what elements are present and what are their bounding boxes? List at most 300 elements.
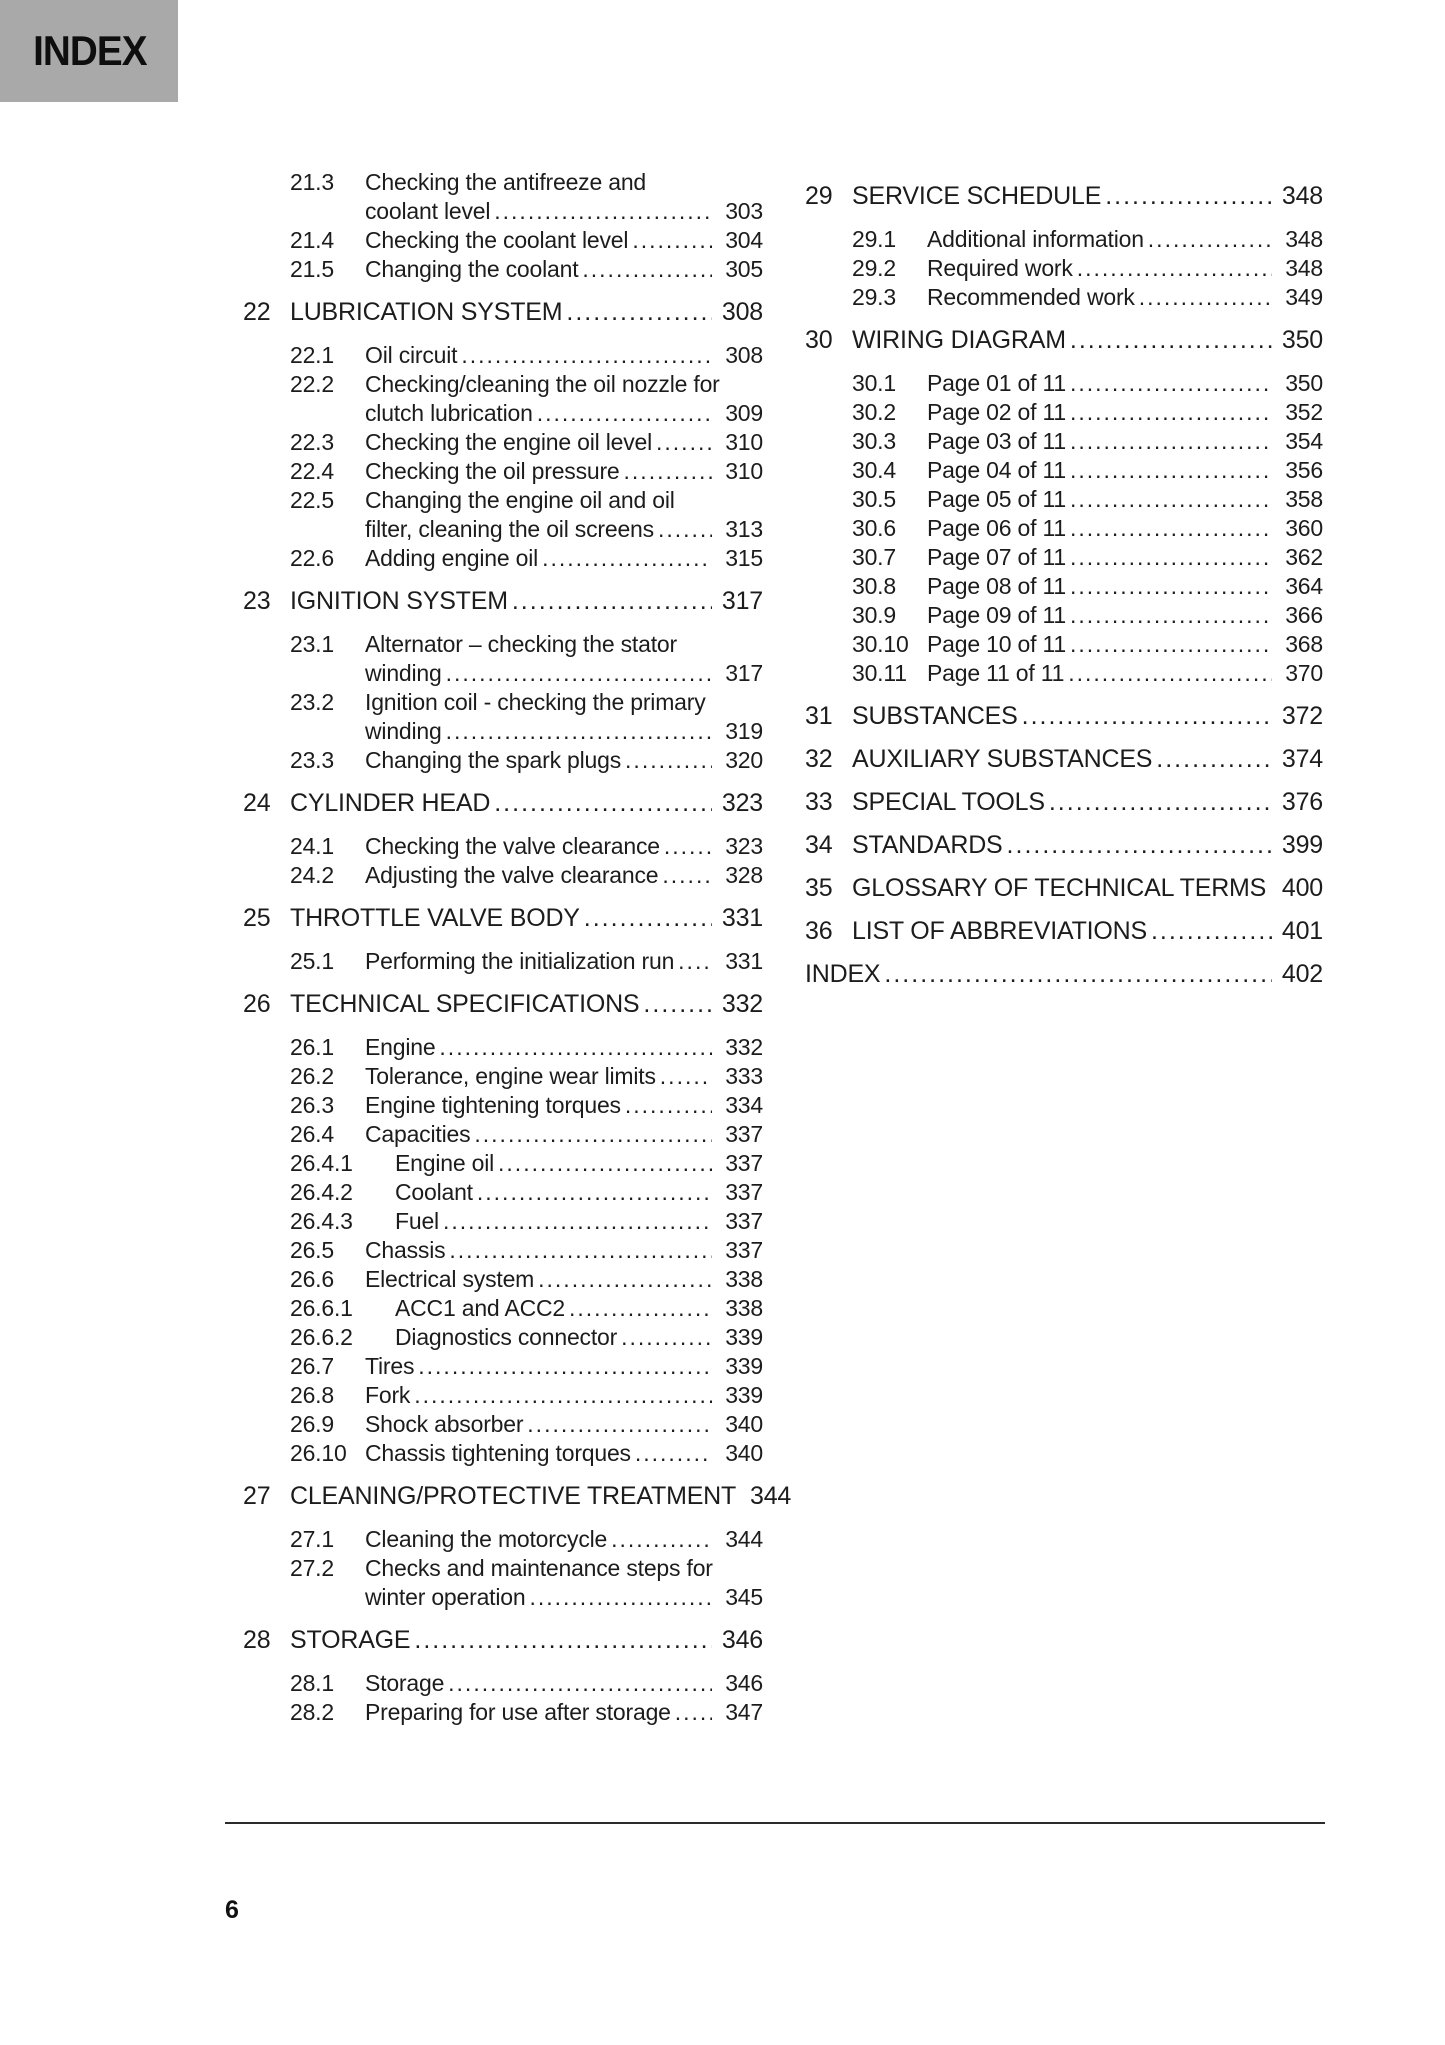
dot-leader <box>477 1178 712 1207</box>
toc-entry-number: 26.4 <box>290 1121 334 1147</box>
toc-entry-page: 354 <box>1285 428 1323 454</box>
toc-entry-title: Changing the spark plugs <box>365 747 622 773</box>
page-number: 6 <box>225 1896 239 1924</box>
toc-entry-title: CYLINDER HEAD <box>290 789 491 817</box>
toc-entry-page: 320 <box>725 747 763 773</box>
toc-entry <box>243 1583 763 1612</box>
toc-entry-page: 340 <box>725 1411 763 1437</box>
toc-entry-number: 28.1 <box>290 1670 334 1696</box>
toc-entry-title: Page 05 of 11 <box>927 486 1066 512</box>
toc-entry-page: 352 <box>1285 399 1323 425</box>
dot-leader <box>569 1294 712 1323</box>
toc-entry <box>243 789 763 818</box>
dot-leader <box>1049 788 1272 817</box>
dot-leader <box>625 746 712 775</box>
toc-entry <box>243 1381 763 1410</box>
toc-entry-page: 337 <box>725 1237 763 1263</box>
toc-entry-title: Cleaning the motorcycle <box>365 1526 608 1552</box>
dot-leader <box>439 1033 712 1062</box>
toc-entry <box>243 904 763 933</box>
toc-entry-title: Checking the oil pressure <box>365 458 620 484</box>
toc-entry <box>243 1236 763 1265</box>
toc-entry-title: Recommended work <box>927 284 1135 310</box>
toc-entry <box>243 1352 763 1381</box>
dot-leader <box>537 399 712 428</box>
toc-entry-title: ACC1 and ACC2 <box>395 1295 565 1321</box>
toc-entry-page: 339 <box>725 1382 763 1408</box>
toc-entry-page: 332 <box>725 1034 763 1060</box>
toc-entry-title: Required work <box>927 255 1073 281</box>
dot-leader <box>494 789 712 818</box>
dot-leader <box>527 1410 712 1439</box>
toc-entry <box>243 197 763 226</box>
toc-entry <box>243 587 763 616</box>
toc-entry <box>243 1062 763 1091</box>
toc-entry-title: Tires <box>365 1353 415 1379</box>
toc-entry <box>805 745 1323 774</box>
toc-entry-page: 372 <box>1281 702 1323 730</box>
dot-leader <box>662 861 712 890</box>
toc-entry-page: 337 <box>725 1121 763 1147</box>
dot-leader <box>1070 630 1272 659</box>
toc-entry-page: 310 <box>725 429 763 455</box>
toc-entry-number: 26.5 <box>290 1237 334 1263</box>
toc-entry-title: Checking the antifreeze and <box>365 169 647 195</box>
toc-entry-title: GLOSSARY OF TECHNICAL TERMS <box>852 874 1267 902</box>
toc-entry-page: 331 <box>725 948 763 974</box>
dot-leader <box>656 428 712 457</box>
toc-entry-page: 323 <box>725 833 763 859</box>
dot-leader <box>498 1149 712 1178</box>
toc-entry-number: 23.1 <box>290 631 334 657</box>
dot-leader <box>660 1062 712 1091</box>
dot-leader <box>1070 326 1272 355</box>
toc-entry-title: Page 01 of 11 <box>927 370 1066 396</box>
toc-entry-number: 26.4.1 <box>290 1150 353 1176</box>
toc-entry-title: Page 06 of 11 <box>927 515 1066 541</box>
toc-entry-page: 368 <box>1285 631 1323 657</box>
toc-entry-number: 28 <box>243 1626 271 1654</box>
toc-entry-number: 22.3 <box>290 429 334 455</box>
toc-entry <box>243 659 763 688</box>
toc-entry-page: 309 <box>725 400 763 426</box>
toc-entry-number: 30.8 <box>852 573 896 599</box>
toc-entry-number: 26.1 <box>290 1034 334 1060</box>
toc-entry-number: 22.2 <box>290 371 334 397</box>
toc-entry-title: Page 07 of 11 <box>927 544 1066 570</box>
toc-entry-title: INDEX <box>805 960 881 988</box>
toc-entry-page: 400 <box>1281 874 1323 902</box>
toc-entry-page: 317 <box>725 660 763 686</box>
dot-leader <box>1070 514 1272 543</box>
toc-entry-title: winding <box>365 660 442 686</box>
toc-entry-title: STANDARDS <box>852 831 1003 859</box>
toc-entry-number: 30.4 <box>852 457 896 483</box>
toc-entry-number: 21.3 <box>290 169 334 195</box>
toc-entry-number: 26.6 <box>290 1266 334 1292</box>
toc-entry <box>805 917 1323 946</box>
toc-entry-page: 401 <box>1281 917 1323 945</box>
toc-entry <box>243 457 763 486</box>
toc-entry <box>243 370 763 399</box>
dot-leader <box>1068 659 1272 688</box>
toc-entry-number: 34 <box>805 831 833 859</box>
toc-entry-page: 349 <box>1285 284 1323 310</box>
toc-entry-number: 27.1 <box>290 1526 334 1552</box>
dot-leader <box>1070 572 1272 601</box>
toc-entry-title: Tolerance, engine wear limits <box>365 1063 656 1089</box>
toc-entry <box>243 168 763 197</box>
dot-leader <box>494 197 712 226</box>
toc-entry-number: 21.5 <box>290 256 334 282</box>
toc-entry-page: 339 <box>725 1324 763 1350</box>
toc-entry-number: 31 <box>805 702 833 730</box>
toc-entry <box>805 427 1323 456</box>
toc-entry <box>805 283 1323 312</box>
toc-entry-number: 26.4.3 <box>290 1208 353 1234</box>
dot-leader <box>1070 369 1272 398</box>
toc-entry-title: Engine <box>365 1034 436 1060</box>
toc-entry-title: Additional information <box>927 226 1144 252</box>
toc-entry-title: winter operation <box>365 1584 526 1610</box>
dot-leader <box>621 1323 712 1352</box>
toc-entry-number: 21.4 <box>290 227 334 253</box>
toc-entry-number: 35 <box>805 874 833 902</box>
toc-entry <box>805 326 1323 355</box>
toc-entry-title: Oil circuit <box>365 342 458 368</box>
toc-entry <box>243 1525 763 1554</box>
footer-divider <box>225 1822 1325 1824</box>
dot-leader <box>1007 831 1272 860</box>
toc-entry <box>243 1265 763 1294</box>
toc-entry <box>805 601 1323 630</box>
toc-entry <box>805 456 1323 485</box>
toc-entry-page: 364 <box>1285 573 1323 599</box>
toc-entry-title: Adding engine oil <box>365 545 539 571</box>
dot-leader <box>529 1583 712 1612</box>
dot-leader <box>566 298 712 327</box>
dot-leader <box>1070 485 1272 514</box>
dot-leader <box>1156 745 1272 774</box>
dot-leader <box>1148 225 1272 254</box>
toc-entry-number: 29.1 <box>852 226 896 252</box>
toc-entry-number: 22 <box>243 298 271 326</box>
toc-entry <box>805 369 1323 398</box>
toc-entry-page: 333 <box>725 1063 763 1089</box>
toc-entry-page: 370 <box>1285 660 1323 686</box>
toc-entry-page: 356 <box>1285 457 1323 483</box>
toc-entry-page: 315 <box>725 545 763 571</box>
toc-entry <box>243 1439 763 1468</box>
toc-entry <box>243 1482 792 1511</box>
dot-leader <box>643 990 712 1019</box>
toc-entry <box>805 659 1323 688</box>
toc-entry-page: 313 <box>725 516 763 542</box>
toc-entry-page: 347 <box>725 1699 763 1725</box>
dot-leader <box>461 341 712 370</box>
toc-entry-title: CLEANING/PROTECTIVE TREATMENT <box>290 1482 737 1510</box>
toc-entry <box>243 544 763 573</box>
toc-entry-page: 399 <box>1281 831 1323 859</box>
toc-entry-title: Performing the initialization run <box>365 948 675 974</box>
toc-entry-number: 30.3 <box>852 428 896 454</box>
toc-entry-title: Checking the engine oil level <box>365 429 653 455</box>
toc-entry-number: 33 <box>805 788 833 816</box>
toc-entry-title: Ignition coil - checking the primary <box>365 689 706 715</box>
index-header-tab <box>0 0 178 102</box>
toc-entry <box>805 702 1323 731</box>
dot-leader <box>542 544 712 573</box>
toc-entry-page: 337 <box>725 1208 763 1234</box>
toc-entry-number: 23 <box>243 587 271 615</box>
toc-entry-title: Engine tightening torques <box>365 1092 621 1118</box>
toc-entry-number: 26.10 <box>290 1440 347 1466</box>
toc-entry-number: 22.1 <box>290 342 334 368</box>
toc-entry <box>805 630 1323 659</box>
toc-entry-title: winding <box>365 718 442 744</box>
toc-entry-page: 338 <box>725 1266 763 1292</box>
toc-entry-page: 304 <box>725 227 763 253</box>
toc-entry-title: TECHNICAL SPECIFICATIONS <box>290 990 640 1018</box>
toc-entry-page: 331 <box>721 904 763 932</box>
dot-leader <box>635 1439 712 1468</box>
dot-leader <box>624 457 712 486</box>
toc-entry-page: 345 <box>725 1584 763 1610</box>
toc-entry-page: 328 <box>725 862 763 888</box>
toc-entry <box>243 1554 763 1583</box>
toc-entry-number: 27 <box>243 1482 271 1510</box>
toc-entry-number: 36 <box>805 917 833 945</box>
toc-entry-page: 360 <box>1285 515 1323 541</box>
toc-entry-title: Engine oil <box>395 1150 495 1176</box>
toc-entry-page: 303 <box>725 198 763 224</box>
dot-leader <box>582 255 712 284</box>
toc-entry <box>805 543 1323 572</box>
toc-entry <box>243 1698 763 1727</box>
toc-entry-title: IGNITION SYSTEM <box>290 587 508 615</box>
toc-entry-title: Capacities <box>365 1121 471 1147</box>
toc-entry-number: 29.3 <box>852 284 896 310</box>
dot-leader <box>443 1207 712 1236</box>
toc-entry-title: Diagnostics connector <box>395 1324 618 1350</box>
toc-entry-number: 22.6 <box>290 545 334 571</box>
toc-entry <box>243 1294 763 1323</box>
dot-leader <box>625 1091 712 1120</box>
toc-entry-title: Storage <box>365 1670 445 1696</box>
toc-entry-title: Chassis <box>365 1237 446 1263</box>
dot-leader <box>675 1698 712 1727</box>
dot-leader <box>611 1525 712 1554</box>
toc-entry-number: 30 <box>805 326 833 354</box>
toc-entry <box>243 1033 763 1062</box>
toc-entry-page: 346 <box>725 1670 763 1696</box>
toc-entry-number: 26.9 <box>290 1411 334 1437</box>
toc-right-column <box>805 168 1323 1003</box>
toc-entry-number: 26.6.2 <box>290 1324 353 1350</box>
toc-entry-title: Page 10 of 11 <box>927 631 1066 657</box>
toc-entry <box>243 947 763 976</box>
toc-entry-title: Preparing for use after storage <box>365 1699 671 1725</box>
dot-leader <box>418 1352 712 1381</box>
toc-entry-number: 30.9 <box>852 602 896 628</box>
dot-leader <box>1070 456 1272 485</box>
dot-leader <box>1270 874 1272 903</box>
toc-entry <box>805 572 1323 601</box>
toc-entry-title: Checks and maintenance steps for <box>365 1555 713 1581</box>
toc-entry-number: 24.1 <box>290 833 334 859</box>
toc-entry-number: 22.4 <box>290 458 334 484</box>
dot-leader <box>446 659 712 688</box>
toc-entry-title: Page 03 of 11 <box>927 428 1066 454</box>
toc-entry-page: 344 <box>749 1482 792 1510</box>
toc-entry <box>243 1178 763 1207</box>
dot-leader <box>446 717 712 746</box>
toc-entry <box>243 298 763 327</box>
toc-entry-title: Checking the coolant level <box>365 227 629 253</box>
toc-entry-number: 26.7 <box>290 1353 334 1379</box>
toc-entry <box>805 514 1323 543</box>
toc-entry-title: Fuel <box>395 1208 439 1234</box>
toc-entry-title: clutch lubrication <box>365 400 533 426</box>
toc-entry-number: 30.2 <box>852 399 896 425</box>
toc-entry <box>243 630 763 659</box>
toc-entry <box>805 182 1323 211</box>
dot-leader <box>512 587 712 616</box>
toc-entry-number: 30.11 <box>852 660 907 686</box>
toc-entry-number: 26 <box>243 990 271 1018</box>
toc-entry-page: 344 <box>725 1526 763 1552</box>
toc-entry-page: 305 <box>725 256 763 282</box>
toc-entry <box>243 515 763 544</box>
toc-entry <box>243 1323 763 1352</box>
toc-entry <box>243 341 763 370</box>
toc-entry-page: 346 <box>721 1626 763 1654</box>
toc-entry <box>805 398 1323 427</box>
toc-entry-page: 332 <box>721 990 763 1018</box>
toc-entry-title: SUBSTANCES <box>852 702 1018 730</box>
toc-entry-number: 28.2 <box>290 1699 334 1725</box>
toc-entry <box>243 399 763 428</box>
toc-entry-page: 350 <box>1285 370 1323 396</box>
toc-entry-number: 24.2 <box>290 862 334 888</box>
toc-entry <box>243 861 763 890</box>
toc-entry-page: 323 <box>721 789 763 817</box>
dot-leader <box>678 947 712 976</box>
dot-leader <box>538 1265 712 1294</box>
toc-entry-title: STORAGE <box>290 1626 411 1654</box>
toc-entry-number: 27.2 <box>290 1555 334 1581</box>
toc-entry-page: 358 <box>1285 486 1323 512</box>
dot-leader <box>632 226 712 255</box>
toc-entry <box>243 428 763 457</box>
toc-entry-title: WIRING DIAGRAM <box>852 326 1066 354</box>
toc-entry-number: 26.8 <box>290 1382 334 1408</box>
toc-entry-page: 308 <box>725 342 763 368</box>
toc-entry-page: 376 <box>1281 788 1323 816</box>
toc-entry-title: Shock absorber <box>365 1411 524 1437</box>
toc-entry-page: 348 <box>1285 226 1323 252</box>
toc-entry-page: 374 <box>1281 745 1323 773</box>
toc-entry-number: 26.2 <box>290 1063 334 1089</box>
toc-entry-title: Page 02 of 11 <box>927 399 1066 425</box>
toc-entry-number: 26.6.1 <box>290 1295 353 1321</box>
dot-leader <box>448 1669 712 1698</box>
dot-leader <box>1151 917 1272 946</box>
toc-entry <box>805 254 1323 283</box>
toc-entry-page: 310 <box>725 458 763 484</box>
toc-entry-title: Alternator – checking the stator <box>365 631 677 657</box>
toc-entry-page: 348 <box>1281 182 1323 210</box>
toc-entry-title: coolant level <box>365 198 491 224</box>
toc-entry-number: 25.1 <box>290 948 334 974</box>
toc-entry <box>243 990 763 1019</box>
toc-entry-title: LUBRICATION SYSTEM <box>290 298 563 326</box>
dot-leader <box>1070 427 1272 456</box>
toc-entry-title: Adjusting the valve clearance <box>365 862 659 888</box>
dot-leader <box>1022 702 1272 731</box>
toc-entry-title: Page 08 of 11 <box>927 573 1066 599</box>
toc-entry <box>243 1149 763 1178</box>
toc-entry-number: 26.4.2 <box>290 1179 353 1205</box>
toc-entry <box>805 485 1323 514</box>
toc-entry-title: SERVICE SCHEDULE <box>852 182 1102 210</box>
toc-entry <box>243 688 763 717</box>
toc-entry-page: 337 <box>725 1150 763 1176</box>
toc-entry-page: 366 <box>1285 602 1323 628</box>
toc-entry-title: Coolant <box>395 1179 473 1205</box>
toc-entry-page: 337 <box>725 1179 763 1205</box>
toc-entry <box>243 832 763 861</box>
toc-entry-title: Changing the engine oil and oil <box>365 487 675 513</box>
toc-entry <box>243 717 763 746</box>
toc-entry-page: 350 <box>1281 326 1323 354</box>
toc-entry-page: 308 <box>721 298 763 326</box>
toc-entry-title: THROTTLE VALVE BODY <box>290 904 580 932</box>
toc-entry-title: Fork <box>365 1382 411 1408</box>
toc-entry-title: SPECIAL TOOLS <box>852 788 1045 816</box>
dot-leader <box>584 904 712 933</box>
toc-entry-number: 26.3 <box>290 1092 334 1118</box>
toc-entry-title: Chassis tightening torques <box>365 1440 631 1466</box>
toc-entry-page: 317 <box>721 587 763 615</box>
dot-leader <box>1070 601 1272 630</box>
toc-entry-number: 30.7 <box>852 544 896 570</box>
toc-entry-page: 319 <box>725 718 763 744</box>
toc-entry <box>805 225 1323 254</box>
dot-leader <box>414 1626 712 1655</box>
toc-entry-title: Page 09 of 11 <box>927 602 1066 628</box>
dot-leader <box>414 1381 712 1410</box>
toc-entry <box>805 788 1323 817</box>
dot-leader <box>1077 254 1272 283</box>
dot-leader <box>1070 398 1272 427</box>
toc-entry-title: LIST OF ABBREVIATIONS <box>852 917 1147 945</box>
dot-leader <box>1105 182 1272 211</box>
toc-entry <box>243 1091 763 1120</box>
toc-entry-title: Checking/cleaning the oil nozzle for <box>365 371 720 397</box>
toc-entry-page: 348 <box>1285 255 1323 281</box>
dot-leader <box>884 960 1272 989</box>
toc-entry <box>243 1669 763 1698</box>
dot-leader <box>449 1236 712 1265</box>
toc-entry-title: Page 11 of 11 <box>927 660 1065 686</box>
dot-leader <box>1139 283 1272 312</box>
toc-entry-title: Electrical system <box>365 1266 535 1292</box>
toc-entry-number: 30.5 <box>852 486 896 512</box>
toc-entry-page: 362 <box>1285 544 1323 570</box>
index-header-label: INDEX <box>33 27 147 74</box>
toc-entry-title: Checking the valve clearance <box>365 833 660 859</box>
